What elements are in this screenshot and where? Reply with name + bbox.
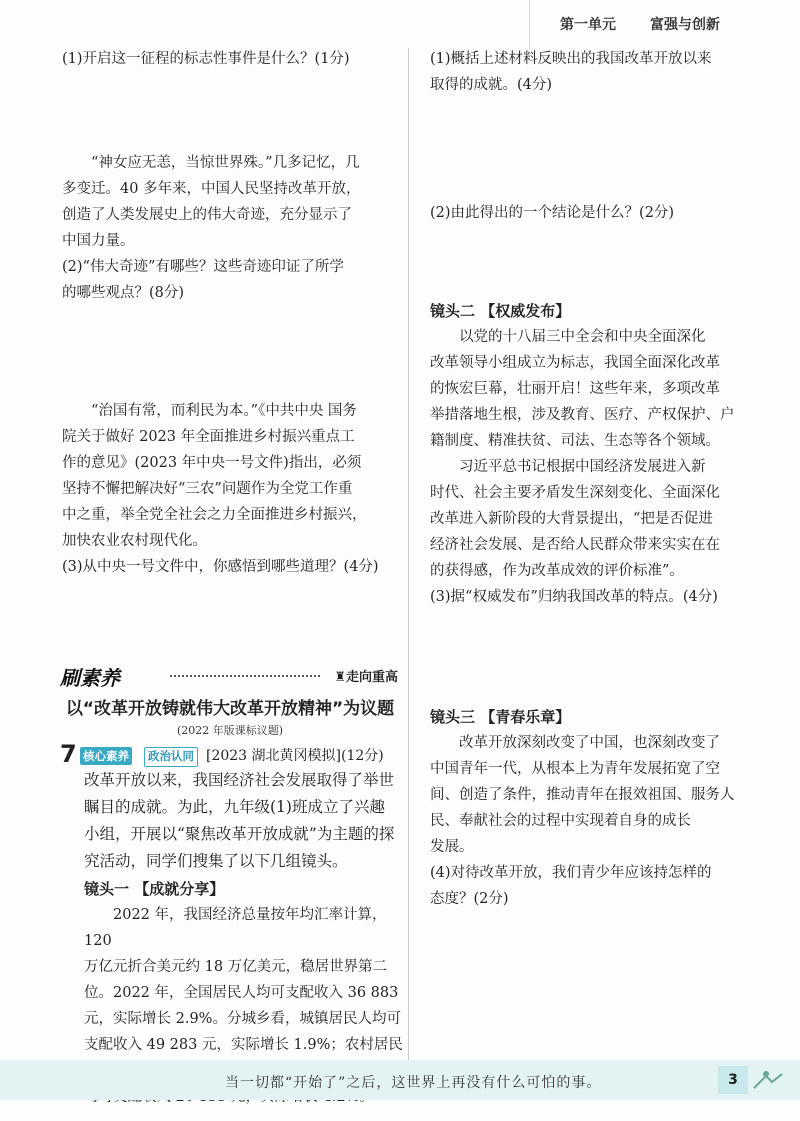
- question-text: 取得的成就。(4分): [430, 77, 553, 93]
- text-line: 的恢宏巨幕，壮丽开启！这些年来，多项改革: [430, 381, 720, 397]
- text-line: 改革领导小组成立为标志，我国全面深化改革: [430, 355, 720, 371]
- topic-title: 以“改革开放铸就伟大改革开放精神”为议题: [65, 699, 395, 719]
- core-literacy-tag: 核心素养: [80, 747, 132, 765]
- text-line: 瞩目的成就。为此，九年级(1)班成立了兴趣: [84, 798, 385, 816]
- question-7-intro: [84, 767, 404, 875]
- question-text: (3)据“权威发布”归纳我国改革的特点。(4分): [430, 589, 718, 605]
- text-line: 创造了人类发展史上的伟大奇迹，充分显示了: [62, 207, 352, 223]
- lens-1-title: 镜头一 【成就分享】: [84, 880, 225, 898]
- section-banner-subtitle-text: 走向重高: [345, 670, 398, 685]
- text-line: 中国青年一代，从根本上为青年发展拓宽了空: [430, 761, 720, 777]
- text-line: 中之重，举全党全社会之力全面推进乡村振兴，: [62, 507, 367, 523]
- question-text: 态度？(2分): [430, 891, 509, 907]
- text-line: 位。2022 年，全国居民人均可支配收入 36 883: [84, 985, 399, 1001]
- page-number: 3: [718, 1066, 748, 1094]
- text-line: 习近平总书记根据中国经济发展进入新: [459, 459, 706, 475]
- question-number: 7: [60, 740, 77, 768]
- topic-subtitle: (2022 年版课标议题): [176, 724, 284, 737]
- text-line: 元，实际增长 2.9%。分城乡看，城镇居民人均可: [84, 1011, 401, 1027]
- text-line: 小组，开展以“聚焦改革开放成就”为主题的探: [84, 825, 395, 843]
- question-text: (1)概括上述材料反映出的我国改革开放以来: [430, 51, 712, 67]
- question-text: (4)对待改革开放，我们青少年应该持怎样的: [430, 865, 712, 881]
- text-line: 作的意见》(2023 年中央一号文件)指出，必须: [62, 455, 362, 471]
- unit-title: 富强与创新: [650, 17, 720, 33]
- text-line: 举措落地生根，涉及教育、医疗、产权保护、户: [430, 407, 735, 423]
- text-line: 中国力量。: [62, 233, 135, 249]
- text-line: 究活动，同学们搜集了以下几组镜头。: [84, 852, 348, 870]
- right-question-2: [430, 200, 760, 226]
- question-7-header: [60, 740, 405, 768]
- lens-3: [430, 704, 770, 912]
- text-line: 发展。: [430, 839, 474, 855]
- section-banner: [60, 662, 398, 692]
- text-line: 经济社会发展、是否给人民群众带来实实在在: [430, 537, 720, 553]
- left-paragraph-1: [62, 150, 402, 306]
- text-line: 改革进入新阶段的大背景提出，“把是否促进: [430, 511, 713, 527]
- text-line: 院关于做好 2023 年全面推进乡村振兴重点工: [62, 429, 355, 445]
- question-text: (2)由此得出的一个结论是什么？(2分): [430, 205, 675, 221]
- question-text: (3)从中央一号文件中，你感悟到哪些道理？(4分): [62, 559, 379, 575]
- text-line: 坚持不懈把解决好“三农”问题作为全党工作重: [62, 481, 353, 497]
- question-text: (2)“伟大奇迹”有哪些？这些奇迹印证了所学: [62, 259, 344, 275]
- text-line: 改革开放深刻改变了中国，也深刻改变了: [459, 735, 720, 751]
- text-line: 民、奉献社会的过程中实现着自身的成长: [430, 813, 691, 829]
- lens-2: [430, 298, 770, 610]
- left-paragraph-2: [62, 398, 402, 580]
- text-line: 以党的十八届三中全会和中央全面深化: [459, 329, 706, 345]
- lens-2-title: 镜头二 【权威发布】: [430, 302, 571, 320]
- section-banner-subtitle: [334, 666, 398, 685]
- dotted-arrow-line: [170, 675, 320, 677]
- text-line: 籍制度、精准扶贫、司法、生态等各个领域。: [430, 433, 720, 449]
- text-line: 间、创造了条件，推动青年在报效祖国、服务人: [430, 787, 735, 803]
- question-text: (1)开启这一征程的标志性事件是什么？(1分): [62, 51, 350, 67]
- decorative-figure-icon: [752, 1068, 784, 1092]
- footer-quote: 当一切都“开始了”之后，这世界上再没有什么可怕的事。: [225, 1075, 602, 1091]
- political-identity-tag: 政治认同: [144, 747, 198, 767]
- unit-label: 第一单元: [560, 17, 616, 33]
- text-line: 支配收入 49 283 元，实际增长 1.9%；农村居民: [84, 1037, 403, 1053]
- text-line: 多变迁。40 多年来，中国人民坚持改革开放，: [62, 181, 361, 197]
- column-divider: [408, 48, 409, 1060]
- text-line: “治国有常，而利民为本。”《中共中央 国务: [91, 403, 357, 419]
- unit-header: [529, 0, 800, 50]
- text-line: 改革开放以来，我国经济社会发展取得了举世: [84, 771, 395, 789]
- question-source: [2023 湖北黄冈模拟](12分): [206, 748, 384, 764]
- text-line: 时代、社会主要矛盾发生深刻变化、全面深化: [430, 485, 720, 501]
- text-line: 万亿元折合美元约 18 万亿美元，稳居世界第二: [84, 959, 388, 975]
- tower-icon: ♜: [334, 670, 346, 685]
- lens-3-title: 镜头三 【青春乐章】: [430, 708, 571, 726]
- text-line: “神女应无恙，当惊世界殊。”几多记忆，几: [91, 155, 360, 171]
- right-question-1: [430, 46, 760, 98]
- text-line: 2022 年，我国经济总量按年均汇率计算，120: [84, 907, 387, 949]
- text-line: 加快农业农村现代化。: [62, 533, 207, 549]
- section-banner-title: 刷素养: [60, 666, 120, 690]
- question-text: 的哪些观点？(8分): [62, 285, 185, 301]
- left-question-1: [62, 46, 402, 72]
- text-line: 的获得感，作为改革成效的评价标准”。: [430, 563, 684, 579]
